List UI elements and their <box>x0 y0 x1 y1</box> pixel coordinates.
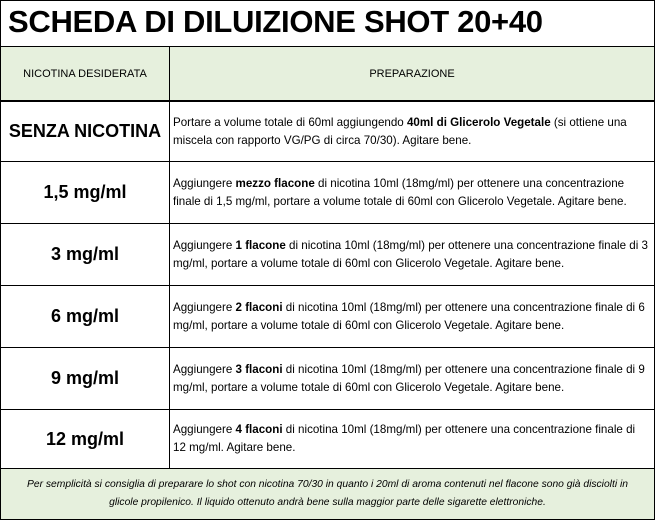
row-label: 3 mg/ml <box>1 224 170 285</box>
desc-pre: Aggiungere <box>173 238 236 252</box>
desc-pre: Aggiungere <box>173 176 236 190</box>
row-label: SENZA NICOTINA <box>1 102 170 161</box>
desc-pre: Aggiungere <box>173 423 236 436</box>
header-nicotina: NICOTINA DESIDERATA <box>1 47 170 100</box>
desc-bold: 40ml di Glicerolo Vegetale <box>406 115 551 129</box>
desc-bold: 3 flaconi <box>235 362 283 376</box>
page-title: SCHEDA DI DILUIZIONE SHOT 20+40 <box>8 4 543 39</box>
desc-post: (si ottiene una miscela con rapporto VG/PG di circa 70/30). Agitare bene. <box>173 115 627 147</box>
row-description-text <box>173 299 649 335</box>
row-description-text <box>173 361 649 397</box>
title-bar <box>1 1 654 47</box>
desc-pre: Aggiungere <box>173 300 236 314</box>
row-description <box>173 410 649 468</box>
table-row <box>1 286 654 348</box>
table-row <box>1 224 654 286</box>
desc-bold: 2 flaconi <box>235 300 283 314</box>
row-description <box>173 102 649 161</box>
row-description <box>173 286 649 347</box>
row-label: 9 mg/ml <box>1 348 170 409</box>
table-row <box>1 410 654 469</box>
header-preparazione: PREPARAZIONE <box>369 67 455 80</box>
table-row <box>1 102 654 162</box>
table-row <box>1 162 654 224</box>
table-row <box>1 348 654 410</box>
row-description-text <box>173 175 649 211</box>
footer-text: Per semplicità si consiglia di preparare lo shot con nicotina 70/30 in quanto i 20ml di aroma contenuti nel flacone sono già disciolti in glicole propilenico. Il liquido ottenuto andrà bene sulla maggior parte delle sigarette elettroniche. <box>27 479 628 508</box>
row-description-text <box>173 237 649 273</box>
desc-post: di nicotina 10ml (18mg/ml) per ottenere una concentrazione finale di 3 mg/ml, portare a volume totale di 60ml con Glicerolo Vegetale. Agitare bene. <box>173 238 648 270</box>
desc-post: di nicotina 10ml (18mg/ml) per ottenere una concentrazione finale di 12 mg/ml. Agitare bene. <box>173 423 636 454</box>
desc-post: di nicotina 10ml (18mg/ml) per ottenere una concentrazione finale di 6 mg/ml, portare a volume totale di 60ml con Glicerolo Vegetale. Agitare bene. <box>173 300 645 332</box>
row-description <box>173 224 649 285</box>
row-label: 6 mg/ml <box>1 286 170 347</box>
desc-pre: Portare a volume totale di 60ml aggiungendo <box>173 115 407 129</box>
row-label: 12 mg/ml <box>1 410 170 468</box>
desc-bold: mezzo flacone <box>235 176 315 190</box>
footer-note <box>1 469 654 519</box>
desc-bold: 1 flacone <box>235 238 286 252</box>
row-description <box>173 348 649 409</box>
desc-post: di nicotina 10ml (18mg/ml) per ottenere una concentrazione finale di 9 mg/ml, portare a volume totale di 60ml con Glicerolo Vegetale. Agitare bene. <box>173 362 645 394</box>
desc-pre: Aggiungere <box>173 362 236 376</box>
desc-post: di nicotina 10ml (18mg/ml) per ottenere una concentrazione finale di 1,5 mg/ml, portare a volume totale di 60ml con Glicerolo Vegetale. Agitare bene. <box>173 176 627 208</box>
row-label: 1,5 mg/ml <box>1 162 170 223</box>
desc-bold: 4 flaconi <box>235 423 283 436</box>
row-description-text <box>173 421 649 457</box>
row-description-text <box>173 114 649 150</box>
table-header <box>1 47 654 102</box>
row-description <box>173 162 649 223</box>
